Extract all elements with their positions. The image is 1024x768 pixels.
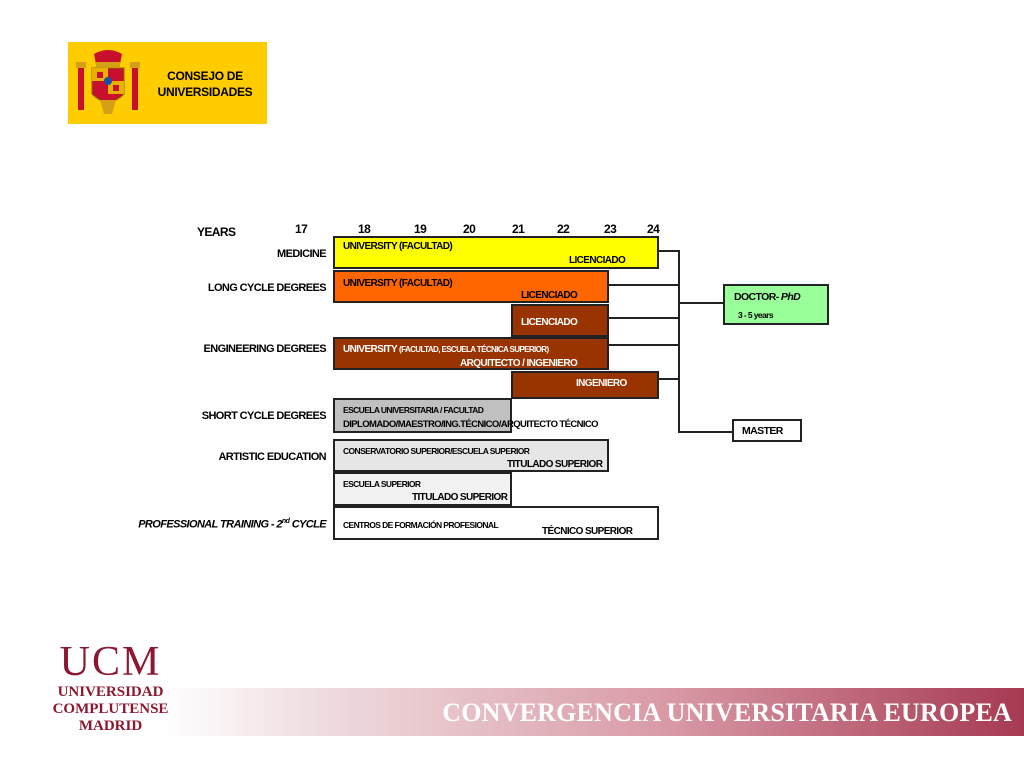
doctor-title-phd: PhD <box>780 291 801 303</box>
professional-label-sup: nd <box>281 518 290 525</box>
professional-box <box>333 506 659 540</box>
long-cycle-institution: UNIVERSITY (FACULTAD) <box>343 278 453 289</box>
ucm-logo-line3: MADRID <box>78 718 143 734</box>
long-cycle-second-degree: LICENCIADO <box>521 317 578 328</box>
professional-institution: CENTROS DE FORMACIÓN PROFESIONAL <box>343 520 499 530</box>
year-tick: 23 <box>604 222 617 236</box>
year-tick: 22 <box>557 222 570 236</box>
years-label: YEARS <box>197 225 236 239</box>
year-tick: 17 <box>295 222 308 236</box>
engineering-second-box <box>511 371 659 399</box>
short-cycle-box <box>333 398 598 433</box>
short-cycle-degree: DIPLOMADO/MAESTRO/ING.TÉCNICO/ARQUITECTO TÉCNICO <box>343 419 598 430</box>
professional-label-prefix: PROFESSIONAL TRAINING - 2 <box>138 518 282 531</box>
year-tick: 18 <box>358 222 371 236</box>
artistic-institution: CONSERVATORIO SUPERIOR/ESCUELA SUPERIOR <box>343 446 530 456</box>
doctor-title-text: DOCTOR- <box>734 291 781 303</box>
connector-to-master <box>678 431 733 433</box>
ucm-logo <box>48 640 173 735</box>
medicine-box <box>333 236 659 269</box>
professional-label-suffix: CYCLE <box>289 518 326 531</box>
doctor-title <box>734 291 800 303</box>
artistic-degree: TITULADO SUPERIOR <box>507 459 603 470</box>
connector-trunk <box>678 250 680 433</box>
artistic-second-degree: TITULADO SUPERIOR <box>412 492 508 503</box>
long-cycle-second-box <box>511 304 609 337</box>
spanish-coat-of-arms-icon <box>76 48 140 118</box>
row-label-professional <box>106 518 326 531</box>
master-label: MASTER <box>742 425 783 437</box>
row-label-engineering: ENGINEERING DEGREES <box>203 343 326 355</box>
doctor-years: 3 - 5 years <box>738 310 773 320</box>
org-name-line1: CONSEJO DE <box>167 69 243 83</box>
engineering-institution-sub: (FACULTAD, ESCUELA TÉCNICA SUPERIOR) <box>399 345 549 354</box>
connector-line <box>658 250 679 252</box>
consejo-logo <box>68 42 267 124</box>
footer-title: CONVERGENCIA UNIVERSITARIA EUROPEA <box>442 698 1012 727</box>
connector-to-doctor <box>678 302 723 304</box>
connector-line <box>608 317 679 319</box>
connector-line <box>658 378 679 380</box>
short-cycle-institution: ESCUELA UNIVERSITARIA / FACULTAD <box>343 405 484 415</box>
connector-line <box>608 344 679 346</box>
long-cycle-box <box>333 270 609 303</box>
org-name-line2: UNIVERSIDADES <box>157 85 253 99</box>
engineering-institution <box>343 344 549 355</box>
medicine-institution: UNIVERSITY (FACULTAD) <box>343 241 453 252</box>
artistic-second-institution: ESCUELA SUPERIOR <box>343 479 421 489</box>
year-tick: 20 <box>463 222 476 236</box>
professional-degree: TÉCNICO SUPERIOR <box>542 526 633 537</box>
long-cycle-degree: LICENCIADO <box>521 290 578 301</box>
row-label-long-cycle: LONG CYCLE DEGREES <box>207 282 326 294</box>
artistic-second-box <box>333 472 512 506</box>
row-label-medicine: MEDICINE <box>277 248 326 260</box>
engineering-degree: ARQUITECTO / INGENIERO <box>460 358 578 369</box>
ucm-logo-letters: UCM <box>59 639 162 685</box>
engineering-box <box>333 337 609 370</box>
row-label-short-cycle: SHORT CYCLE DEGREES <box>201 410 326 422</box>
connector-line <box>608 284 679 286</box>
engineering-second-degree: INGENIERO <box>576 378 627 389</box>
doctor-box <box>723 284 829 325</box>
year-tick: 21 <box>512 222 525 236</box>
artistic-box <box>333 439 609 472</box>
year-tick: 24 <box>647 222 660 236</box>
year-tick: 19 <box>414 222 427 236</box>
engineering-institution-main: UNIVERSITY <box>343 344 397 355</box>
medicine-degree: LICENCIADO <box>569 255 626 266</box>
row-label-artistic: ARTISTIC EDUCATION <box>218 451 326 463</box>
master-box <box>732 419 802 442</box>
ucm-logo-line1: UNIVERSIDAD <box>57 684 164 700</box>
ucm-logo-line2: COMPLUTENSE <box>52 701 169 717</box>
